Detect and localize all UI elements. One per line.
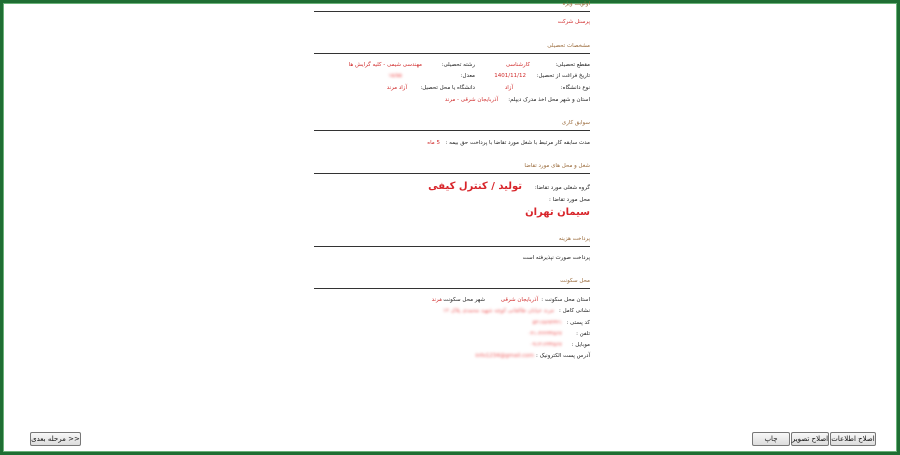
work-title: سوابق کاری: [561, 120, 590, 126]
mobile-label: موبایل :: [571, 342, 590, 348]
special-priority-value: پرسنل شرکت: [557, 19, 590, 25]
uni-type-label: نوع دانشگاه:: [560, 85, 590, 91]
uni-name-label: دانشگاه یا محل تحصیل:: [420, 85, 475, 91]
postal-label: کد پستی :: [566, 320, 590, 326]
address-value: مرند خیابان طالقانی کوچه شهید محمدی پلاک ۱۲: [443, 308, 554, 314]
degree-value: کارشناسی: [505, 62, 530, 68]
experience-label: مدت سابقه کار مرتبط با شغل مورد تقاضا با پرداخت حق بیمه :: [445, 140, 590, 146]
diploma-label: استان و شهر محل اخذ مدرک دیپلم:: [508, 97, 590, 103]
job-group-label: گروه شغلی مورد تقاضا:: [534, 185, 590, 191]
city-label: شهر محل سکونت :: [439, 297, 485, 303]
section-divider: [314, 246, 590, 247]
section-divider: [314, 11, 590, 12]
fix-info-button[interactable]: اصلاح اطلاعات: [830, 432, 876, 446]
registration-summary: [314, 0, 590, 372]
section-divider: [314, 53, 590, 54]
gpa-value: ۱۵/۵۵: [388, 73, 402, 79]
job-location-label: محل مورد تقاضا :: [549, 197, 590, 203]
education-title: مشخصات تحصیلی: [547, 43, 590, 49]
field-value: مهندسی شیمی - کلیه گرایش ها: [348, 62, 422, 68]
special-priority-title: اولویت ویژه: [562, 1, 590, 7]
jobs-title: شغل و محل های مورد تقاضا: [524, 163, 590, 169]
fee-title: پرداخت هزینه: [558, 236, 590, 242]
residence-title: محل سکونت: [560, 278, 590, 284]
phone-label: تلفن :: [576, 331, 590, 337]
job-group-value: تولید / کنترل کیفی: [428, 181, 522, 192]
uni-type-value: آزاد: [504, 85, 513, 91]
phone-value: ۰۴۱-۴۲۲۳۴۵۶۷: [527, 331, 562, 337]
grad-date-label: تاریخ فراغت از تحصیل:: [536, 73, 590, 79]
mobile-value: ۰۹۱۴۱۲۳۴۵۶۷: [529, 342, 562, 348]
section-divider: [314, 173, 590, 174]
field-label: رشته تحصیلی:: [441, 62, 475, 68]
province-value: آذربایجان شرقی: [500, 297, 538, 303]
province-label: استان محل سکونت :: [541, 297, 590, 303]
job-location-value: سیمان تهران: [525, 207, 590, 218]
next-step-button[interactable]: مرحله بعدی >>: [30, 432, 81, 446]
fee-status: پرداخت صورت نپذیرفته است: [522, 255, 590, 261]
email-value: info1234@gmail.com: [475, 353, 534, 359]
postal-value: ۵۴۱۷۸۹۴۳۲۱: [532, 320, 562, 326]
diploma-value: آذربایجان شرقی - مرند: [444, 97, 498, 103]
city-value: مرند: [431, 297, 442, 303]
degree-label: مقطع تحصیلی:: [555, 62, 590, 68]
print-button[interactable]: چاپ: [752, 432, 790, 446]
section-divider: [314, 130, 590, 131]
section-divider: [314, 288, 590, 289]
fix-image-button[interactable]: اصلاح تصویر: [791, 432, 829, 446]
grad-date-value: 1401/11/12: [494, 73, 526, 79]
experience-value: 5 ماه: [427, 140, 440, 146]
email-label: آدرس پست الکترونیک :: [536, 353, 590, 359]
gpa-label: معدل:: [460, 73, 475, 79]
address-label: نشانی کامل :: [559, 308, 590, 314]
uni-name-value: آزاد مرند: [386, 85, 407, 91]
